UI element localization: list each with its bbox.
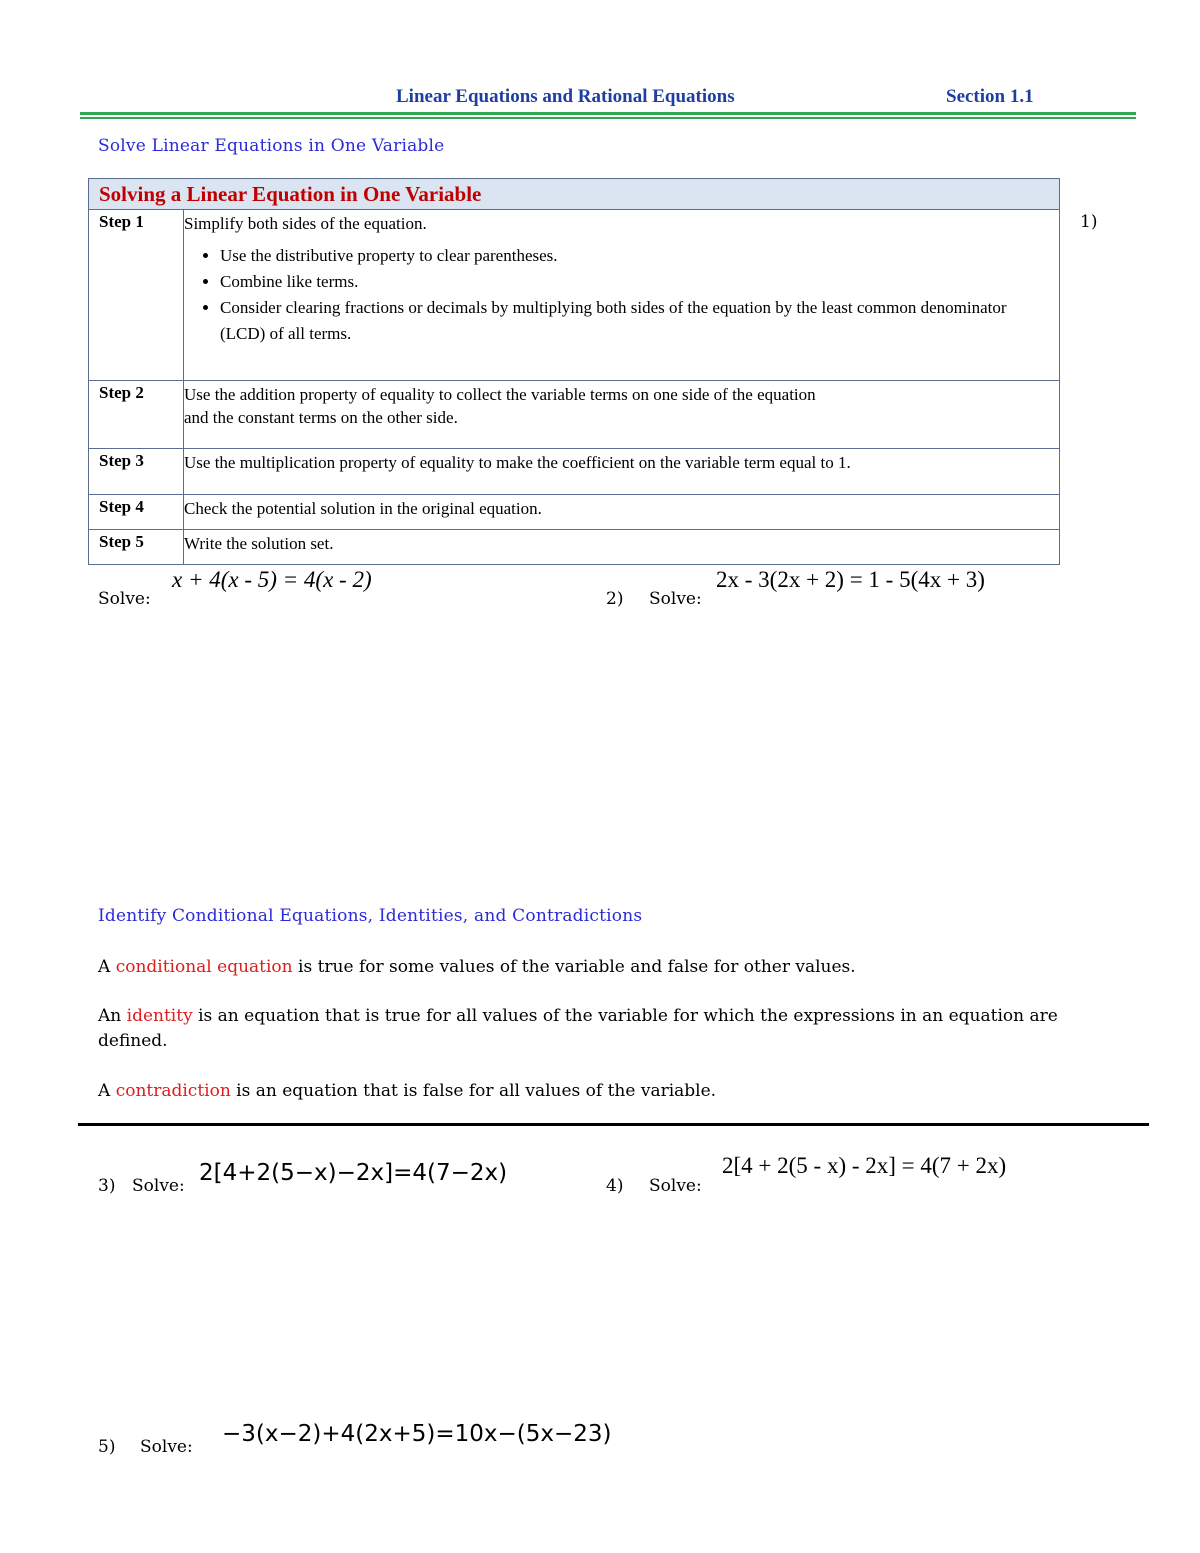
step-2-text-cont: and the constant terms on the other side. — [184, 408, 458, 427]
step-1-label: Step 1 — [89, 210, 184, 381]
problem-5-equation: −3(x−2)+4(2x+5)=10x−(5x−23) — [222, 1421, 612, 1447]
definition-text: is an equation that is true for all values of the variable for which the expressions in an equation are defined. — [98, 1006, 1058, 1051]
procedure-table — [88, 178, 1060, 565]
header-rule-top — [80, 112, 1136, 115]
header-rule-bottom — [80, 117, 1136, 119]
step-3-label: Step 3 — [89, 449, 184, 495]
document-title: Linear Equations and Rational Equations — [396, 86, 735, 107]
bullet-item: • Use the distributive property to clear parentheses. — [220, 243, 1049, 269]
bullet-item: • Consider clearing fractions or decimals by multiplying both sides of the equation by the least common denominator (LCD) of all terms. — [220, 295, 1049, 347]
definition-prefix: A — [98, 957, 116, 977]
problem-2-equation: 2x - 3(2x + 2) = 1 - 5(4x + 3) — [716, 567, 985, 592]
step-1-text: Simplify both sides of the equation. — [184, 214, 427, 233]
section-heading-linear: Solve Linear Equations in One Variable — [98, 136, 445, 156]
problem-2-label: Solve: — [649, 589, 702, 609]
problem-2-number: 2) — [606, 589, 624, 609]
section-number: Section 1.1 — [946, 86, 1034, 107]
definition-text: is an equation that is false for all values of the variable. — [230, 1081, 717, 1101]
definition-text: is true for some values of the variable and false for other values. — [292, 957, 856, 977]
step-1-content — [184, 210, 1060, 381]
problem-5-label: Solve: — [140, 1437, 193, 1457]
step-5-text: Write the solution set. — [184, 530, 1060, 565]
step-4-label: Step 4 — [89, 495, 184, 530]
problem-3-equation: 2[4+2(5−x)−2x]=4(7−2x) — [199, 1160, 508, 1186]
term-conditional-equation: conditional equation — [115, 957, 293, 977]
problem-5-number: 5) — [98, 1437, 116, 1457]
problem-4-number: 4) — [606, 1176, 624, 1196]
contradiction-definition — [98, 1079, 1058, 1104]
problem-3-label: Solve: — [132, 1176, 185, 1196]
definition-prefix: An — [98, 1006, 127, 1026]
conditional-definition — [98, 955, 1058, 980]
step-4-text: Check the potential solution in the original equation. — [184, 495, 1060, 530]
term-contradiction: contradiction — [115, 1081, 231, 1101]
term-identity: identity — [126, 1006, 193, 1026]
section-heading-classification: Identify Conditional Equations, Identities, and Contradictions — [98, 906, 643, 926]
step-2-content — [184, 381, 1060, 449]
step-2-label: Step 2 — [89, 381, 184, 449]
step-2-text: Use the addition property of equality to collect the variable terms on one side of the equation — [184, 385, 816, 404]
step-5-label: Step 5 — [89, 530, 184, 565]
bullet-item: • Combine like terms. — [220, 269, 1049, 295]
step-1-bullets — [184, 243, 1049, 347]
problem-1-equation: x + 4(x - 5) = 4(x - 2) — [172, 567, 372, 592]
problem-4-equation: 2[4 + 2(5 - x) - 2x] = 4(7 + 2x) — [722, 1153, 1007, 1178]
problem-3-number: 3) — [98, 1176, 116, 1196]
definition-prefix: A — [98, 1081, 116, 1101]
procedure-title: Solving a Linear Equation in One Variable — [89, 179, 1060, 210]
problem-1-label: Solve: — [98, 589, 151, 609]
step-3-text: Use the multiplication property of equality to make the coefficient on the variable term equal to 1. — [184, 449, 1060, 495]
section-divider — [78, 1123, 1149, 1126]
problem-1-number: 1) — [1080, 212, 1098, 232]
problem-4-label: Solve: — [649, 1176, 702, 1196]
identity-definition — [98, 1004, 1058, 1054]
